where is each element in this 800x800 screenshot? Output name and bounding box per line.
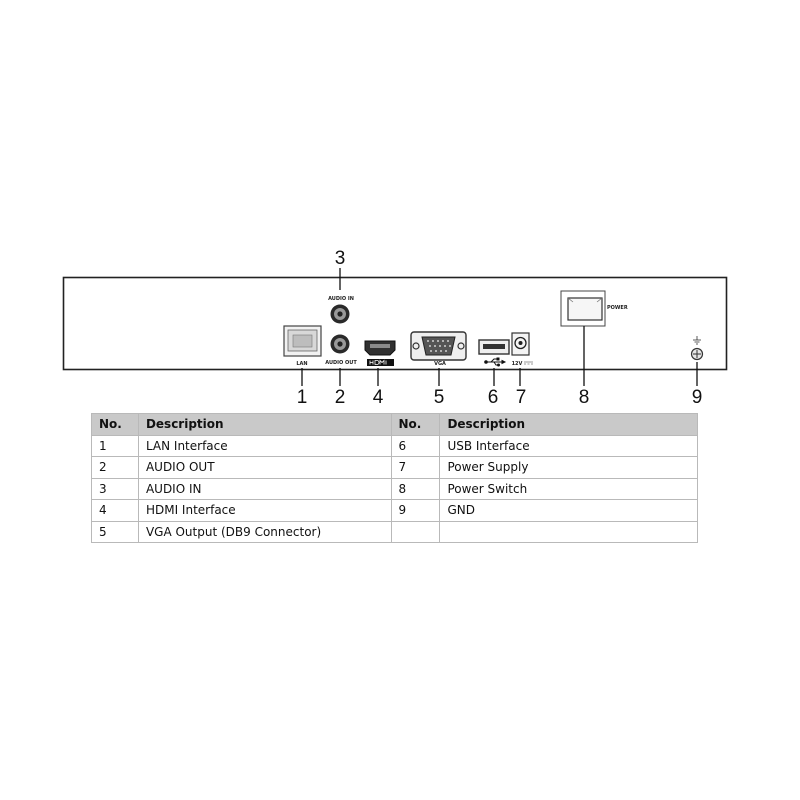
ground-symbol-icon [693, 336, 701, 344]
cell-description: Power Switch [440, 478, 698, 500]
cell-description: USB Interface [440, 435, 698, 457]
cell-no: 2 [92, 457, 139, 479]
power-switch-label: POWER [607, 305, 628, 311]
lan-port [284, 326, 321, 356]
cell-description: HDMI Interface [138, 500, 391, 522]
cell-description: VGA Output (DB9 Connector) [138, 521, 391, 543]
cell-no: 4 [92, 500, 139, 522]
power-switch [561, 291, 605, 326]
lan-label: LAN [296, 361, 308, 367]
callout-3: 3 [334, 248, 346, 269]
cell-description: LAN Interface [138, 435, 391, 457]
header-no-left: No. [92, 414, 139, 436]
table-header-row [92, 414, 698, 436]
ground-terminal [692, 349, 703, 360]
hdmi-port [365, 341, 395, 355]
cell-no: 3 [92, 478, 139, 500]
callout-4: 4 [372, 387, 384, 408]
header-no-right: No. [391, 414, 440, 436]
callout-9: 9 [691, 387, 703, 408]
table-row [92, 478, 698, 500]
usb-trident-icon [485, 358, 505, 366]
chassis-outline [64, 278, 727, 370]
cell-description: AUDIO IN [138, 478, 391, 500]
cell-no: 9 [391, 500, 440, 522]
vga-port [411, 332, 466, 360]
dc-symbol-icon [524, 362, 533, 364]
cell-description: Power Supply [440, 457, 698, 479]
cell-description [440, 521, 698, 543]
cell-no: 6 [391, 435, 440, 457]
cell-description: GND [440, 500, 698, 522]
audio-in-label: AUDIO IN [328, 296, 354, 302]
hdmi-logo-icon [367, 359, 394, 366]
table-row [92, 457, 698, 479]
audio-in-port [331, 305, 350, 324]
callout-1: 1 [296, 387, 308, 408]
cell-no: 1 [92, 435, 139, 457]
callout-7: 7 [515, 387, 527, 408]
cell-no: 7 [391, 457, 440, 479]
cell-no: 8 [391, 478, 440, 500]
cell-description: AUDIO OUT [138, 457, 391, 479]
callout-2: 2 [334, 387, 346, 408]
table-row [92, 435, 698, 457]
cell-no [391, 521, 440, 543]
cell-no: 5 [92, 521, 139, 543]
callout-8: 8 [578, 387, 590, 408]
power-supply-label: 12V [511, 361, 523, 367]
interface-description-table [91, 413, 698, 543]
audio-out-port [331, 335, 350, 354]
callout-5: 5 [433, 387, 445, 408]
header-description-right: Description [440, 414, 698, 436]
leader-lines [302, 268, 697, 386]
power-supply-port [512, 333, 529, 355]
callout-6: 6 [487, 387, 499, 408]
table-row [92, 521, 698, 543]
table-row [92, 500, 698, 522]
header-description-left: Description [138, 414, 391, 436]
audio-out-label: AUDIO OUT [325, 360, 357, 366]
usb-port [479, 340, 509, 354]
vga-label: VGA [434, 361, 446, 367]
